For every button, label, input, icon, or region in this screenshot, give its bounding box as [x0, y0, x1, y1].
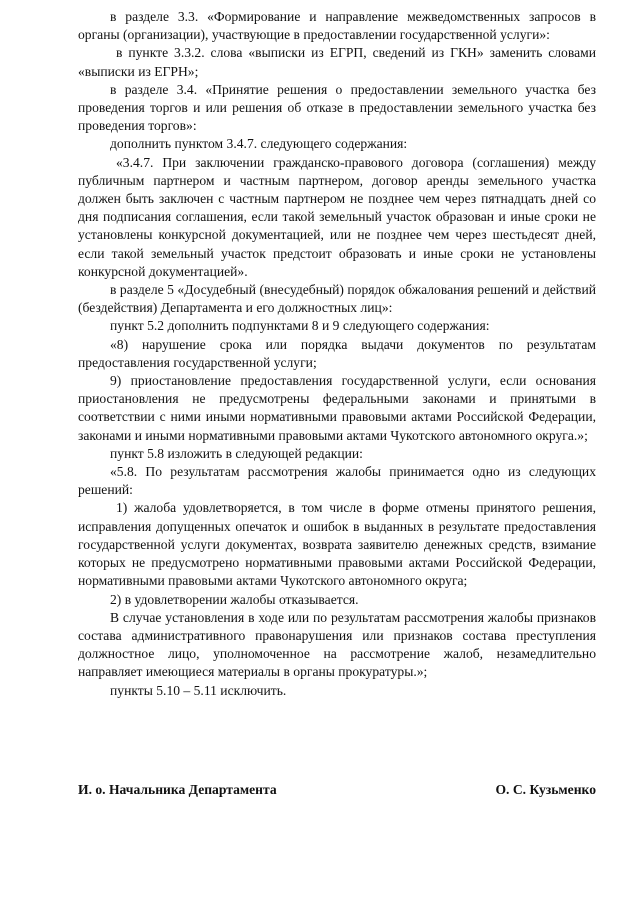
paragraph: 2) в удовлетворении жалобы отказывается.: [110, 591, 359, 607]
document-body: [78, 8, 596, 700]
paragraph: В случае установления в ходе или по результатам рассмотрения жалобы признаков состава административного правонарушения или признаков состава преступления должностное лицо, уполномоченное на рассмотрение жалоб, незамедлительно направляет имеющиеся материалы в органы прокуратуры.»;: [78, 609, 596, 680]
paragraph: «3.4.7. При заключении гражданско-правового договора (соглашения) между публичным партнером и частным партнером, договор аренды земельного участка должен быть заключен с частным партнером не позднее чем через пятнадцать дней со дня подписания соглашения, если такой земельный участок образован и иные сроки не установлены конкурсной документацией, или не позднее чем через шестьдесят дней, если такой земельный участок предстоит образовать и иные сроки не установлены конкурсной документацией».: [78, 154, 596, 279]
paragraph: пункты 5.10 – 5.11 исключить.: [110, 682, 287, 698]
signature-block: [78, 782, 596, 798]
paragraph: в разделе 3.3. «Формирование и направление межведомственных запросов в органы (организации), участвующие в предоставлении государственной услуги»:: [78, 9, 596, 43]
paragraph: в пункте 3.3.2. слова «выписки из ЕГРП, сведений из ГКН» заменить словами «выписки из ЕГРН»;: [78, 45, 596, 79]
paragraph: 9) приостановление предоставления государственной услуги, если основания приостановления не предусмотрены федеральными законами и принятыми в соответствии с ними иными нормативными правовыми актами Российской Федерации, законами и иными нормативными правовыми актами Чукотского автономного округа.»;: [78, 373, 596, 443]
paragraph: дополнить пунктом 3.4.7. следующего содержания:: [110, 136, 408, 152]
paragraph: пункт 5.8 изложить в следующей редакции:: [110, 445, 363, 461]
paragraph: «5.8. По результатам рассмотрения жалобы принимается одно из следующих решений:: [78, 464, 596, 498]
paragraph: пункт 5.2 дополнить подпунктами 8 и 9 следующего содержания:: [110, 318, 490, 334]
paragraph: «8) нарушение срока или порядка выдачи документов по результатам предоставления государственной услуги;: [78, 336, 596, 370]
paragraph: в разделе 3.4. «Принятие решения о предоставлении земельного участка без проведения торгов и или решения об отказе в предоставлении земельного участка без проведения торгов»:: [78, 81, 596, 134]
signer-name: О. С. Кузьменко: [495, 782, 596, 797]
paragraph: в разделе 5 «Досудебный (внесудебный) порядок обжалования решений и действий (бездействия) Департамента и его должностных лиц»:: [78, 282, 596, 316]
signer-position: И. о. Начальника Департамента: [78, 782, 277, 797]
paragraph: 1) жалоба удовлетворяется, в том числе в форме отмены принятого решения, исправления допущенных опечаток и ошибок в выданных в результате предоставления государственной услуги документах, возврата заявителю денежных средств, взимание которых не предусмотрено нормативными правовыми актами Российской Федерации, нормативными правовыми актами Чукотского автономного округа;: [78, 500, 596, 589]
